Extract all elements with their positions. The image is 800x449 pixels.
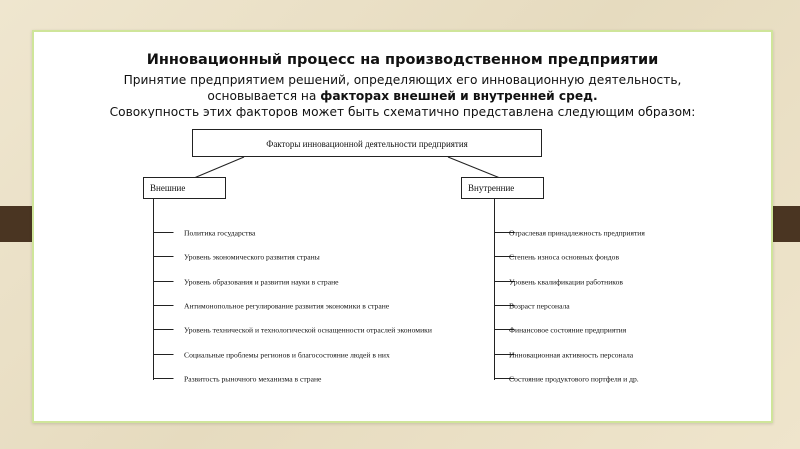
- internal-factor-item: Уровень квалификации работников: [509, 277, 623, 287]
- external-factor-item: Уровень экономического развития страны: [184, 252, 320, 262]
- slide-title: Инновационный процесс на производственном предприятии: [146, 52, 659, 68]
- internal-factor-item: Инновационная активность персонала: [509, 350, 634, 360]
- external-factor-item: Уровень технической и технологической оснащенности отраслей экономики: [184, 325, 432, 335]
- external-factor-item: Уровень образования и развития науки в стране: [184, 277, 339, 287]
- external-factor-item: Социальные проблемы регионов и благосостояние людей в них: [184, 350, 390, 360]
- connector-to-external: [194, 157, 244, 178]
- root-label: Факторы инновационной деятельности предприятия: [266, 139, 468, 149]
- internal-factor-item: Финансовое состояние предприятия: [509, 325, 627, 335]
- internal-factor-item: Степень износа основных фондов: [509, 252, 620, 262]
- connector-to-internal: [448, 157, 500, 178]
- internal-factor-item: Состояние продуктового портфеля и др.: [509, 374, 639, 384]
- external-factor-item: Антимонопольное регулирование развития экономики в стране: [184, 301, 390, 311]
- external-factor-item: Политика государства: [184, 228, 256, 238]
- subtitle-line-2-text: основывается на: [207, 89, 321, 103]
- subtitle-line-3: Совокупность этих факторов может быть схематично представлена следующим образом:: [109, 105, 696, 118]
- internal-label: Внутренние: [468, 183, 515, 193]
- internal-factor-item: Отраслевая принадлежность предприятия: [509, 228, 645, 238]
- external-label: Внешние: [150, 183, 186, 193]
- subtitle-line-2-emphasis: факторах внешней и внутренней сред.: [320, 89, 598, 103]
- external-factor-item: Развитость рыночного механизма в стране: [184, 374, 322, 384]
- subtitle-line-1: Принятие предприятием решений, определяющих его инновационную деятельность,: [123, 73, 682, 87]
- internal-factor-item: Возраст персонала: [509, 301, 570, 311]
